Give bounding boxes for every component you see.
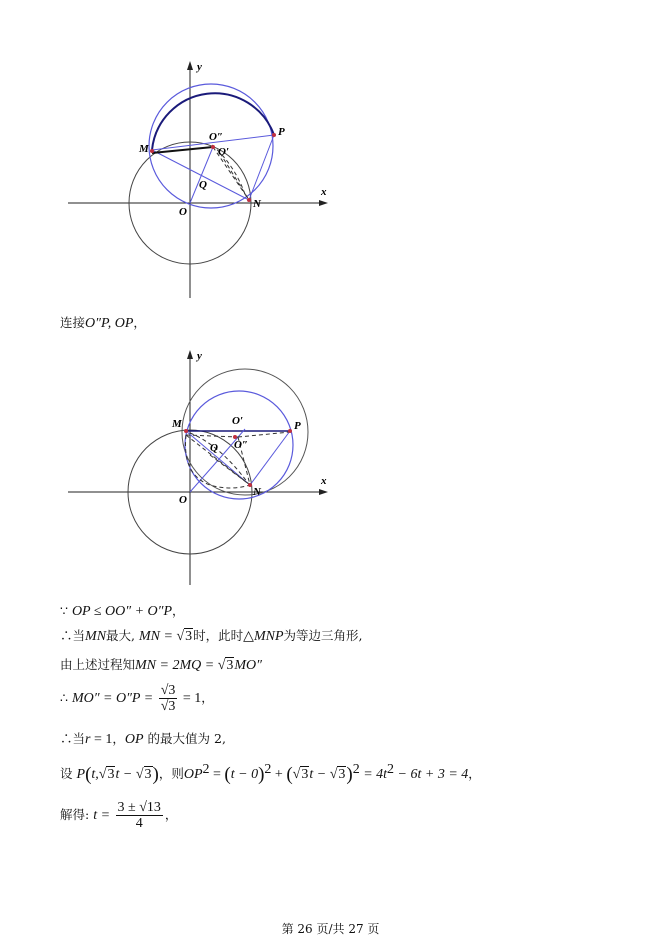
sqrt-3: √3: [176, 629, 193, 644]
label-m: M: [139, 143, 149, 155]
y-axis-arrow-icon: [187, 61, 193, 70]
line-because: [60, 603, 185, 620]
plus: +: [271, 767, 287, 783]
process-math-a: MN = 2MQ =: [135, 658, 218, 673]
figure-2: [60, 345, 340, 590]
sqrt-radicand-b: 3: [144, 767, 152, 783]
sup-c: 2: [387, 762, 395, 777]
label-o2: O″: [209, 131, 224, 143]
tail-b: t −: [309, 767, 330, 783]
mnp-math: MNP: [253, 629, 284, 644]
process-math-b: MO″: [234, 658, 262, 673]
max-value-text: 的最大值为 2,: [143, 731, 226, 746]
label-p: P: [294, 420, 301, 432]
segment-mo2: [152, 147, 213, 153]
numerator-head: 3 ±: [117, 800, 140, 815]
x-axis-arrow-icon: [319, 489, 328, 495]
connect-label: 连接: [60, 315, 86, 330]
y-axis-label: y: [197, 61, 202, 73]
point-p: [288, 429, 292, 433]
because-math: OP ≤ OO″ + O″P: [71, 604, 173, 619]
segment-np: [250, 431, 290, 485]
eq-a: =: [209, 767, 225, 783]
numerator-radicand: 13: [146, 800, 161, 815]
then-text: 时，此时: [193, 628, 244, 643]
connect-end: ，: [133, 315, 146, 330]
numerator-radicand: 3: [168, 683, 176, 698]
point-m: [184, 429, 188, 433]
set-end: ，: [468, 766, 481, 782]
segment-oo2: [190, 147, 213, 203]
label-q: Q: [199, 179, 207, 191]
process-text: 由上述过程知: [60, 657, 136, 672]
because-symbol: ∵: [60, 603, 68, 618]
paren-open: (: [85, 764, 92, 786]
sup-b: 2: [352, 762, 360, 777]
sqrt-3-c: √3: [292, 767, 309, 783]
tail-c: − 6t + 3 = 4: [394, 767, 469, 783]
solution-fraction: [116, 800, 163, 831]
point-n: [248, 483, 252, 487]
x-axis-label: x: [321, 186, 327, 198]
line-set-p: [60, 762, 481, 786]
when-text: 当: [72, 628, 86, 643]
figure-1: [60, 55, 340, 305]
label-n: N: [253, 198, 261, 210]
r-math: r: [85, 732, 91, 747]
point-o2: [211, 145, 215, 149]
mo-end: ，: [201, 690, 214, 705]
max-text: 最大,: [106, 628, 136, 643]
line-solve: [60, 800, 177, 831]
connect-math: O″P, OP: [85, 316, 134, 331]
triangle-symbol: △: [243, 629, 254, 644]
p-label: P: [76, 767, 86, 783]
y-axis-arrow-icon: [187, 350, 193, 359]
label-m: M: [172, 418, 182, 430]
line-mo: [60, 683, 214, 714]
page-footer: 第 26 页/共 27 页: [281, 922, 380, 936]
mo-math: MO″ = O″P =: [71, 691, 157, 706]
p-t: t,: [91, 767, 99, 783]
label-o: O: [179, 494, 187, 506]
therefore-symbol: ∴: [60, 628, 73, 643]
r-eq: = 1: [90, 732, 113, 747]
therefore-symbol: ∴: [60, 731, 73, 746]
fraction-numerator: 3 ± √13: [117, 800, 161, 815]
point-p: [272, 133, 276, 137]
sqrt-radicand-c: 3: [301, 767, 309, 783]
sup-a: 2: [264, 762, 272, 777]
op-math: OP: [124, 732, 144, 747]
sqrt-radicand-d: 3: [338, 767, 346, 783]
line-when-mn-max: [60, 628, 362, 645]
sqrt-3-radicand: 3: [226, 658, 234, 673]
paren-b-close: ): [346, 764, 353, 786]
label-n: N: [253, 486, 261, 498]
paren-close: ): [152, 764, 159, 786]
label-o: O: [179, 206, 187, 218]
label-p: P: [278, 126, 285, 138]
text-connect: [60, 315, 146, 332]
fraction-denominator: 4: [135, 816, 143, 831]
label-o2: O″: [234, 439, 249, 451]
sqrt-3-d: √3: [329, 767, 346, 783]
when-text: 当: [72, 731, 86, 746]
solve-text: 解得:: [60, 807, 90, 822]
label-o1: O′: [232, 415, 244, 427]
line-process: [60, 657, 262, 674]
paren-b-open: (: [286, 764, 293, 786]
op-sup: 2: [202, 762, 210, 777]
paren-a-content: t − 0: [230, 767, 259, 783]
mo-result: = 1: [179, 691, 202, 706]
eq-b: = 4t: [359, 767, 388, 783]
point-m: [150, 149, 154, 153]
fraction-denominator: √3: [160, 699, 176, 714]
then-text: ，则: [158, 766, 184, 782]
fraction-numerator: √3: [160, 683, 176, 698]
mn-eq-math: MN =: [139, 629, 177, 644]
point-n: [247, 198, 251, 202]
therefore-symbol: ∴: [60, 690, 68, 705]
because-end: ，: [172, 603, 185, 618]
op-math: OP: [183, 767, 203, 783]
sqrt-3-radicand: 3: [185, 629, 193, 644]
solve-end: ，: [164, 807, 178, 822]
segment-np: [249, 135, 274, 200]
denominator-radicand: 3: [168, 699, 176, 714]
line-r: [60, 731, 226, 748]
sqrt-3: √3: [98, 767, 115, 783]
mn-math: MN: [85, 629, 107, 644]
dashed-m-o2: [186, 435, 238, 437]
equilateral-text: 为等边三角形,: [283, 628, 363, 643]
y-axis-label: y: [197, 350, 202, 362]
paren-a-open: (: [224, 764, 231, 786]
label-o1: O′: [218, 146, 230, 158]
dashed-o2-p: [238, 432, 290, 437]
x-axis-label: x: [321, 475, 327, 487]
p-tail: t −: [115, 767, 136, 783]
sqrt-3: √3: [217, 658, 234, 673]
segment-mn: [152, 150, 249, 200]
comma-text: ，: [112, 731, 125, 746]
label-q: Q: [210, 442, 218, 454]
sqrt-radicand: 3: [107, 767, 115, 783]
t-var: t =: [93, 808, 114, 823]
set-text: 设: [60, 766, 73, 782]
paren-a-close: ): [258, 764, 265, 786]
x-axis-arrow-icon: [319, 200, 328, 206]
sqrt-3-b: √3: [135, 767, 152, 783]
fraction-sqrt3-over-sqrt3: [159, 683, 178, 714]
